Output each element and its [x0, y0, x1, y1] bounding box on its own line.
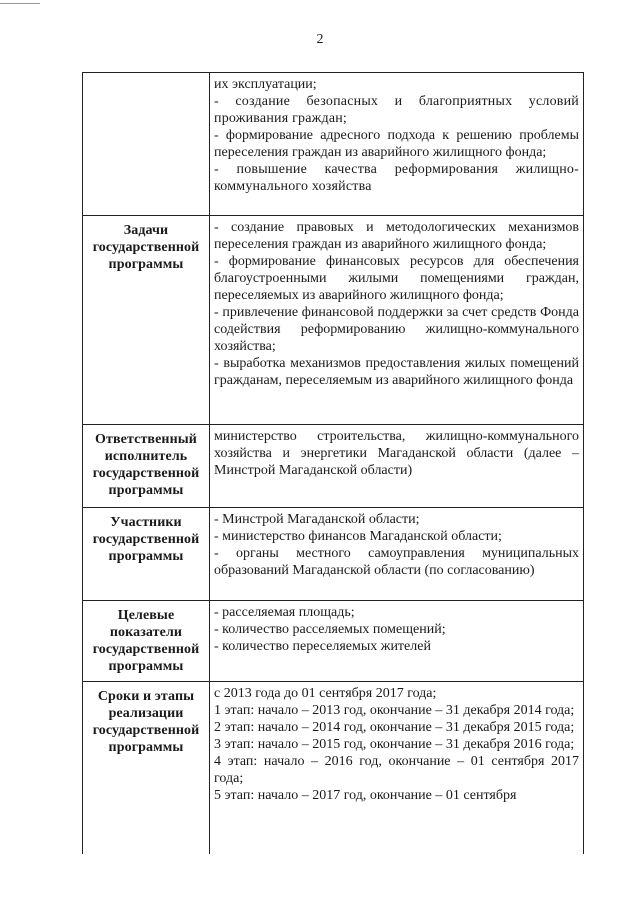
list-item: министерство строительства, жилищно-коммунального хозяйства и энергетики Магаданской области (далее – Минстрой Магаданской области) [214, 429, 579, 478]
list-item: - создание правовых и методологических механизмов переселения граждан из аварийного жилищного фонда; [214, 220, 579, 252]
row-label-target-indicators: Целевые показатели государственной программы [83, 601, 210, 682]
row-label-tasks: Задачи государственной программы [83, 216, 210, 425]
list-item: - органы местного самоуправления муниципальных образований Магаданской области (по согласованию) [214, 546, 579, 578]
list-item: - министерство финансов Магаданской области; [214, 529, 502, 544]
corner-scan-mark [0, 3, 40, 4]
list-item: - количество переселяемых жителей [214, 639, 431, 654]
list-item: - количество расселяемых помещений; [214, 622, 446, 637]
list-item: 1 этап: начало – 2013 год, окончание – 31 декабря 2014 года; [214, 703, 575, 718]
list-item: их эксплуатации; [214, 77, 317, 92]
row-value-terms-stages [210, 682, 584, 855]
list-item: - повышение качества реформирования жилищно-коммунального хозяйства [214, 162, 579, 194]
table-row-goals-continued [83, 73, 584, 216]
table-row-participants [83, 508, 584, 601]
row-value-goals-continued [210, 73, 584, 216]
list-item: - формирование адресного подхода к решению проблемы переселения граждан из аварийного жилищного фонда; [214, 128, 579, 160]
row-label-goals-continued [83, 73, 210, 216]
list-item: - расселяемая площадь; [214, 605, 355, 620]
list-item: 5 этап: начало – 2017 год, окончание – 01 сентября [214, 788, 517, 803]
list-item: - привлечение финансовой поддержки за счет средств Фонда содействия реформированию жилищно-коммунального хозяйства; [214, 305, 579, 354]
list-item: 3 этап: начало – 2015 год, окончание – 31 декабря 2016 года; [214, 737, 575, 752]
row-label-participants: Участники государственной программы [83, 508, 210, 601]
page-number: 2 [316, 32, 324, 47]
list-item: - создание безопасных и благоприятных условий проживания граждан; [214, 94, 579, 126]
row-label-responsible-executor: Ответственный исполнитель государственной программы [83, 425, 210, 508]
table-row-responsible-executor [83, 425, 584, 508]
list-item: 2 этап: начало – 2014 год, окончание – 31 декабря 2015 года; [214, 720, 575, 735]
list-item: - Минстрой Магаданской области; [214, 512, 420, 527]
row-label-terms-stages: Сроки и этапы реализации государственной программы [83, 682, 210, 855]
row-value-participants [210, 508, 584, 601]
table-row-target-indicators [83, 601, 584, 682]
list-item: 4 этап: начало – 2016 год, окончание – 01 сентября 2017 года; [214, 754, 579, 786]
row-value-tasks [210, 216, 584, 425]
table-row-terms-stages [83, 682, 584, 855]
program-passport-table [82, 72, 584, 854]
list-item: с 2013 года до 01 сентября 2017 года; [214, 686, 437, 701]
list-item: - формирование финансовых ресурсов для обеспечения благоустроенными жилыми помещениями граждан, переселяемых из аварийного жилищного фонда; [214, 254, 579, 303]
row-value-responsible-executor [210, 425, 584, 508]
table-row-tasks [83, 216, 584, 425]
row-value-target-indicators [210, 601, 584, 682]
list-item: - выработка механизмов предоставления жилых помещений гражданам, переселяемым из аварийного жилищного фонда [214, 356, 579, 388]
